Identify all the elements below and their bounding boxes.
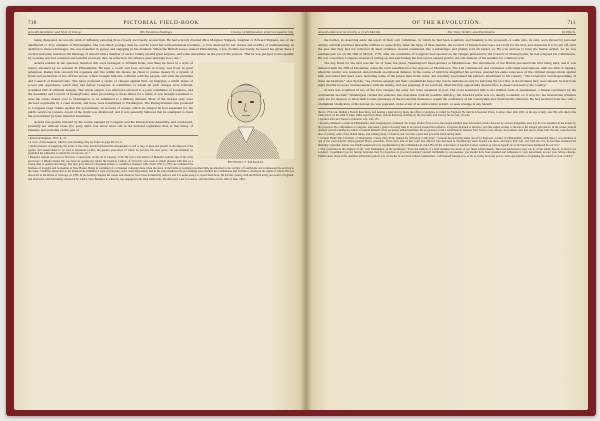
- left-running-head: [28, 20, 294, 26]
- footnote: dies in 1794, but, finding a French finer there, and fearing a detection by them, the officer at Antigua, so called for England. He died in Gloucester Place, London, June 14th, 1801, at the age of sixty-one. His wife died at the same place, on the 24th of June, 1804, aged forty-three. Arnold had three children by his first wife, and four by his second, all sons.: [318, 109, 576, 118]
- footnote: ³ Colonel Philip Van Cortlandt, of Westchester county, New York, related the following to the Story: "General Arnold being under arrest for improper conduct in Philadelphia, while he commanded there, I was detailed as one of the court martial, Major-general Howe, president. There were nine in that court that officers who had been in Ticonderoga when Arnold was there, and knew him well, and from his acts, he had thus hardened his impunity overruled, and he was finally sentenced to be reprimanded by the commander-in-chief. But all the court knew of Arnold's former conduct as well as myself; he would have been dismissed the service.": [318, 135, 576, 147]
- book-gutter: [300, 12, 312, 410]
- right-page-number: 711: [567, 20, 576, 26]
- footnote: ² A view of this mansion, which is still standing, may be found on page 99, vol. ii.: [28, 140, 123, 145]
- paragraph: Arnold was acquitted of two of the four charges; the other two were sustained in part. The court sentenced him to the mildest form of punishment, a simple reprimand by the commander-in-chief.² Washington carried the sentence into execution with all possible delicacy; but Arnold's pride was too deeply wounded, or, it may be, his treasonable schemes were too far ripened, to allow him to take advantage of the favourable moment to regain the confidence of his countrymen and vindicate his character. He had received from the court a triumphant vindication of his honour; he was prepared, in the event of an unfavorable verdict, to seek revenge at any hazard.: [318, 88, 576, 106]
- sidenote: Charge of Malfeasance preferred against him.: [231, 29, 294, 34]
- paragraph: Arnold resided in the spacious mansion that once belonged to William Penn, and there he lived in a style of luxury attended by no resident in Philadelphia. He kept a coach and four, servants in livery, and lived in great splendour. Rather than retrench his expenses and live within his means, he chose to pursue money by a system of fraud and peculation of his official power, which brought him into collision with the people, and with the president and Council of Pennsylvania. The latter preferred a series of charges against him, all implying a wilful abuse of power and oppression, which they laid before Congress. A committee, to whom all such charges were referred, acquitted him of criminal designs. The whole subject was afterward referred to a joint committee of Congress, and the Assembly and Council of Pennsylvania. After proceeding to those duties for a while, it was thought expedient to send the whole matter over to Washington, to be submitted to a military tribunal. Most of the charges only were decreed cognizable by a court martial, and these were transmitted to Washington. The Pennsylvanians also protested to Congress large claims against the government, an account of money which he alleged he had expended for the public service in Canada. A part of the claim was disallowed; and it was generally believed that he attempted to cheat the government by false financial statements.: [28, 61, 193, 119]
- right-running-title: OF THE REVOLUTION.: [412, 20, 482, 26]
- footnote: ¹ Sparks's Life and Treason of Arnold, 129, 130, 131.: [318, 117, 380, 122]
- paragraph: the former, in observing aside the report of their own committee, by which he had been acquitted, and listening to the proposals of some who, he said, were moved by personal enmity, and had practised unworthy artifices to cause delay. After the lapse of three months, the Council of Pennsylvania were not ready for the trial, and requested it to be put off, with the plea that they had not collected all their evidence. Arnold considered this a subterfuge, and plainly told all parties so. He was anxious to have the matter settled, for he was unemployed; for on the 18th of March, 1779, after the committee of Congress had reported on the charges preferred by the Council of Pennsylvania, he had resigned his commission. He was vexed that Congress, instead of calling up and sanctioning the first report, should yield to the solicitations of his enemies for a military trial.: [318, 38, 576, 60]
- right-sidenotes: [318, 28, 576, 35]
- footnote: ² Arnold continued to reside in Philadelphia, after resigning his command. No longer afraid of his power, the people testified their detestation of his character by various indignities. One day he was assaulted in the streets by the populace. He complained to Congress, and asked a guard of twenty men to be placed around his residence. Congress declined to interfere, and this added another to the list of his alleged grievances. In the winter, Arnold devised several schemes by which to redeem himself of his pecuniary embarrassments. He proposed to form a settlement in Western New York for the officers and soldiers who had served under him. He also conceived the idea of joining some of the Indian tribes, and, uniting many of them in one, become a great and powerful chief among them.: [318, 121, 576, 136]
- right-page: [306, 12, 588, 410]
- footnote: ³ Under pretence of supplying the wants of the army, Arnold beckoned his shopkeepers to sell or buy, to keep and presell, in the disposal of his agents, and caused them to be sold at enormous profits, the greater proportion of which he put into his own purse. "At one moment he permitted his adherents to enrich his own stores, etc.": [28, 144, 193, 156]
- paragraph: The day fixed for the trial was the 1st of June; the place, Washington's head-quarters at Middlebrook. The movements of the British prevented the trial being held, and it was deferred until the 20th of December, when the court assembled for the purpose, at Morristown. The trial commenced, and continued, with slight interruptions, until the 26th of January, when the verdict was rendered. Arnold made an elaborate defence, in the course of which he magnified his services, asserted his entire innocence of the criminal charges made against him, and stated that there were, including some of the purest men in the army, and solemnly proclaimed his patriotic attachment to his country. "The benefactor and magnanimity of these declarations," says Sparks, "are obvious enough; but their consummate hypocrisy can be understood only by knowing the fact that, at the moment they were uttered, he had been eight months in secret correspondence with the enemy, and was prepared, if not resolved, when the first opportunity should offer, to desert and destroy his country.": [318, 61, 576, 88]
- portrait-figure: [198, 63, 294, 164]
- footnote: ⁴ Benedict Arnold was born in Norwich, Connecticut, on the 3d of January, 1740. He was a descendant of Benedict Arnold, one of the early governors of Rhode Island. He was bred an apothecary, under the brothers Lathrop of Norwich, who were so much pleased with him as a young man of genius and energy, that they gave him two thousand dollars to commence business with. From 1763 to 1767, he combined the business of druggist and bookseller in New Haven. Being in command of a volunteer company there when the news of the battle at Lexington reached him, he marched to the vicinity of Cambridge and volunteered his services to the cause. Tradition attests that in his boyhood he exhibited a want of principle, and a cruel disposition; and in his early manhood his proceedings were marked by a selfishness that led him to disregard the rights of others. He was afterward to the Battle of Saratoga, in 1780. In proceeding chapters his career and character have been incidentally noticed, and it is unnecessary to repeat them here. He left the country with the British army, and went to England; and afterward, with his family, resided at St. John's, New Brunswick, where he was engaged in the West India trade. He afterward went to London, and died there on the 14th of June, 1801.: [28, 155, 294, 181]
- footnote: ¹ American Register, 1817, ii., 51.: [28, 136, 68, 141]
- benedict-arnold-portrait: [198, 63, 294, 159]
- left-sidenotes: [28, 28, 294, 35]
- right-running-head: [318, 20, 576, 26]
- left-page-number: 718: [28, 20, 37, 26]
- sidenote: His Extensive Dealings.: [140, 29, 173, 34]
- sidenote: Arnold's Residence and Style of Living.: [28, 29, 82, 34]
- right-body-text: [318, 38, 576, 106]
- right-footnotes: [318, 108, 576, 158]
- sidenote: Arnold ordered to be tried by a Court Martial.: [318, 29, 381, 34]
- paragraph: being dissipated, he was the wish of diffusing pattering more closely and fondly around him. He had scarcely married Miss Margaret Shippen, daughter of Edward Shippen, one of the disaffected or Tory residents of Philadelphia. She was much younger than he, and he loved her with passionate fondness—a love deserved by her virtues and nobility of understanding. In addition to these advantages, she was beautiful in person and engaging in her manners. When the British troops entered Philadelphia, a few months previously, he found her given these a cordial welcome; therefore the marriage of Arnold with a member of such a family excited great surprise, and some uneasiness on the part of the patriots. "But he was pledged to the republic by so many services rendered and benefits received, that, on reflection, the alliance gave umbrage to no one.": [28, 38, 294, 60]
- portrait-caption: BENEDICT ARNOLD.: [227, 159, 265, 164]
- left-page: [14, 12, 306, 410]
- paragraph: Arnold was greatly irritated by the course pursued by Congress and the Pennsylvania Assembly, and considered, probably not without cause (for party spirit was never more rife in the national legislature than at that time), of injustice and partiality on the part of: [28, 119, 193, 133]
- sidenote: Its Effects.: [561, 29, 576, 34]
- sidenote: The Trial, Verdict, and Punishment.: [447, 29, 496, 34]
- left-running-title: PICTORIAL FIELD-BOOK: [123, 20, 200, 26]
- footnote: ⁴ "Our profession is the chastest of all," said Washington, in his reprimand. "Even the shadow of a fault tarnishes the lustre of our finest achievements. The least inadvertence may rob us of the public favour, so hard to be acquired. I reprimand you for having forgotten that, in proportion as you had rendered yourself formidable to our enemies, you should have been guarded and temperate in your deportment toward your fellow-citizens. Exhibit anew those noble qualities which have placed you on the list of our most valued commanders. I will myself furnish you, as far as it may be in my power, with opportunities of regaining the esteem of your country.": [318, 146, 576, 158]
